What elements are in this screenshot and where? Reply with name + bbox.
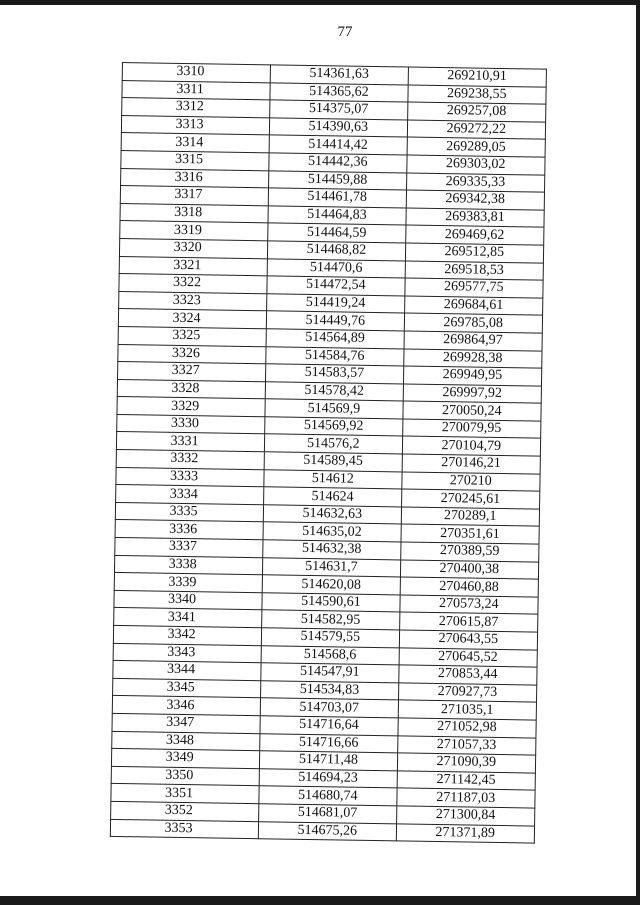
x-coordinate-cell: 514361,63 [270,65,408,85]
scan-border-top [0,0,640,5]
y-coordinate-cell: 269949,95 [403,366,542,386]
x-coordinate-cell: 514590,61 [262,593,400,613]
y-coordinate-cell: 270245,61 [401,489,540,509]
coordinates-table-body [110,63,546,844]
y-coordinate-cell: 269257,08 [407,102,546,122]
x-coordinate-cell: 514612 [264,469,402,489]
x-coordinate-cell: 514461,78 [268,188,406,208]
y-coordinate-cell: 271052,98 [398,718,537,738]
x-coordinate-cell: 514564,89 [266,329,404,349]
y-coordinate-cell: 270853,44 [398,665,537,685]
y-coordinate-cell: 271142,45 [397,771,536,791]
point-number-cell: 3314 [121,133,269,153]
y-coordinate-cell: 269289,05 [407,137,546,157]
y-coordinate-cell: 269512,85 [405,243,544,263]
x-coordinate-cell: 514582,95 [262,610,400,630]
point-number-cell: 3310 [122,63,270,83]
x-coordinate-cell: 514375,07 [270,100,408,120]
x-coordinate-cell: 514470,6 [267,258,405,278]
y-coordinate-cell: 270146,21 [402,454,541,474]
y-coordinate-cell: 269342,38 [406,190,545,210]
point-number-cell: 3347 [112,713,260,733]
y-coordinate-cell: 269383,81 [406,208,545,228]
x-coordinate-cell: 514472,54 [267,276,405,296]
point-number-cell: 3323 [119,291,267,311]
point-number-cell: 3349 [111,749,259,769]
point-number-cell: 3325 [118,326,266,346]
x-coordinate-cell: 514703,07 [260,698,398,718]
point-number-cell: 3351 [111,784,259,804]
scan-border-bottom [0,896,640,905]
point-number-cell: 3342 [113,625,261,645]
point-number-cell: 3320 [119,238,267,258]
point-number-cell: 3336 [115,520,263,540]
coordinates-table [110,62,547,844]
y-coordinate-cell: 270400,38 [400,560,539,580]
y-coordinate-cell: 271371,89 [396,823,535,843]
x-coordinate-cell: 514632,63 [263,505,401,525]
point-number-cell: 3322 [119,274,267,294]
y-coordinate-cell: 269928,38 [403,348,542,368]
x-coordinate-cell: 514631,7 [263,557,401,577]
x-coordinate-cell: 514569,92 [265,417,403,437]
point-number-cell: 3329 [117,397,265,417]
x-coordinate-cell: 514547,91 [261,663,399,683]
point-number-cell: 3335 [115,502,263,522]
y-coordinate-cell: 270927,73 [398,683,537,703]
x-coordinate-cell: 514468,82 [268,241,406,261]
x-coordinate-cell: 514620,08 [262,575,400,595]
point-number-cell: 3330 [117,414,265,434]
x-coordinate-cell: 514675,26 [258,821,396,841]
y-coordinate-cell: 270079,95 [402,419,541,439]
point-number-cell: 3321 [119,256,267,276]
y-coordinate-cell: 271187,03 [396,788,535,808]
y-coordinate-cell: 269272,22 [407,120,546,140]
y-coordinate-cell: 270289,1 [401,507,540,527]
y-coordinate-cell: 269335,33 [406,173,545,193]
point-number-cell: 3344 [113,661,261,681]
x-coordinate-cell: 514419,24 [267,294,405,314]
point-number-cell: 3318 [120,203,268,223]
y-coordinate-cell: 269785,08 [404,313,543,333]
x-coordinate-cell: 514681,07 [259,804,397,824]
x-coordinate-cell: 514568,6 [261,645,399,665]
y-coordinate-cell: 270050,24 [402,401,541,421]
y-coordinate-cell: 270460,88 [400,577,539,597]
y-coordinate-cell: 270615,87 [399,612,538,632]
x-coordinate-cell: 514578,42 [265,381,403,401]
point-number-cell: 3338 [114,555,262,575]
x-coordinate-cell: 514569,9 [265,399,403,419]
x-coordinate-cell: 514711,48 [260,751,398,771]
y-coordinate-cell: 269238,55 [407,85,546,105]
point-number-cell: 3317 [120,186,268,206]
page-number: 77 [337,24,353,40]
point-number-cell: 3353 [110,819,258,839]
y-coordinate-cell: 270104,79 [402,436,541,456]
x-coordinate-cell: 514449,76 [266,311,404,331]
point-number-cell: 3331 [116,432,264,452]
y-coordinate-cell: 269210,91 [408,67,547,87]
x-coordinate-cell: 514694,23 [259,768,397,788]
x-coordinate-cell: 514583,57 [266,364,404,384]
point-number-cell: 3312 [122,98,270,118]
point-number-cell: 3337 [115,537,263,557]
point-number-cell: 3339 [114,573,262,593]
point-number-cell: 3348 [112,731,260,751]
y-coordinate-cell: 270351,61 [401,524,540,544]
scan-border-right [636,0,640,905]
y-coordinate-cell: 270573,24 [399,595,538,615]
point-number-cell: 3352 [111,801,259,821]
y-coordinate-cell: 270210 [401,472,540,492]
y-coordinate-cell: 271090,39 [397,753,536,773]
x-coordinate-cell: 514534,83 [261,681,399,701]
x-coordinate-cell: 514632,38 [263,540,401,560]
point-number-cell: 3327 [118,362,266,382]
y-coordinate-cell: 269864,97 [404,331,543,351]
y-coordinate-cell: 269469,62 [405,225,544,245]
x-coordinate-cell: 514459,88 [269,170,407,190]
point-number-cell: 3340 [114,590,262,610]
x-coordinate-cell: 514589,45 [264,452,402,472]
point-number-cell: 3311 [122,80,270,100]
point-number-cell: 3343 [113,643,261,663]
y-coordinate-cell: 271035,1 [398,700,537,720]
point-number-cell: 3316 [121,168,269,188]
point-number-cell: 3313 [121,115,269,135]
point-number-cell: 3328 [117,379,265,399]
point-number-cell: 3315 [121,150,269,170]
y-coordinate-cell: 270645,52 [399,648,538,668]
x-coordinate-cell: 514414,42 [269,135,407,155]
point-number-cell: 3326 [118,344,266,364]
point-number-cell: 3333 [116,467,264,487]
y-coordinate-cell: 271057,33 [397,735,536,755]
x-coordinate-cell: 514464,59 [268,223,406,243]
x-coordinate-cell: 514579,55 [261,628,399,648]
x-coordinate-cell: 514624 [264,487,402,507]
y-coordinate-cell: 270643,55 [399,630,538,650]
point-number-cell: 3334 [116,485,264,505]
x-coordinate-cell: 514584,76 [266,346,404,366]
point-number-cell: 3332 [116,450,264,470]
x-coordinate-cell: 514365,62 [270,82,408,102]
x-coordinate-cell: 514576,2 [264,434,402,454]
point-number-cell: 3324 [118,309,266,329]
y-coordinate-cell: 269577,75 [404,278,543,298]
x-coordinate-cell: 514635,02 [263,522,401,542]
y-coordinate-cell: 269303,02 [406,155,545,175]
x-coordinate-cell: 514716,66 [260,733,398,753]
x-coordinate-cell: 514464,83 [268,206,406,226]
point-number-cell: 3350 [111,766,259,786]
x-coordinate-cell: 514716,64 [260,716,398,736]
x-coordinate-cell: 514442,36 [269,153,407,173]
y-coordinate-cell: 271300,84 [396,806,535,826]
y-coordinate-cell: 269997,92 [403,384,542,404]
point-number-cell: 3319 [120,221,268,241]
y-coordinate-cell: 269518,53 [405,261,544,281]
y-coordinate-cell: 270389,59 [400,542,539,562]
x-coordinate-cell: 514680,74 [259,786,397,806]
point-number-cell: 3346 [112,696,260,716]
point-number-cell: 3341 [114,608,262,628]
y-coordinate-cell: 269684,61 [404,296,543,316]
point-number-cell: 3345 [113,678,261,698]
x-coordinate-cell: 514390,63 [269,118,407,138]
